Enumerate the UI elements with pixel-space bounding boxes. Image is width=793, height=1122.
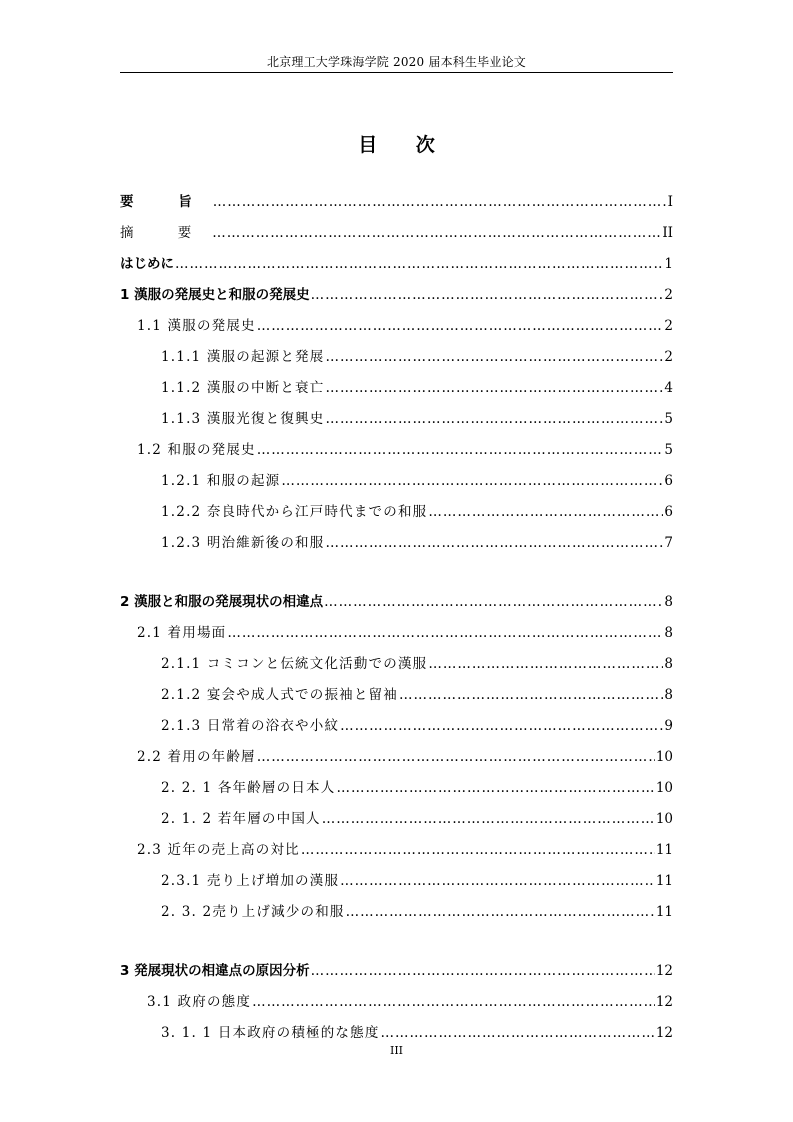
toc-entry-label: 1 漢服の発展史と和服の発展史 bbox=[120, 287, 310, 303]
toc-entry-label: 2.2 着用の年齢層 bbox=[137, 749, 256, 765]
toc-entry-label: 1.2.2 奈良時代から江戸時代までの和服 bbox=[161, 504, 428, 520]
toc-entry-label: 2 漢服と和服の発展現状の相違点 bbox=[120, 594, 324, 610]
toc-entry-page: 11 bbox=[655, 904, 673, 920]
toc-entry-3-1-1[interactable] bbox=[120, 1021, 673, 1045]
toc-entry-label: 3 発展現状の相違点の原因分析 bbox=[120, 963, 310, 979]
toc-entry-page: 2 bbox=[664, 349, 673, 365]
toc-leader-dots bbox=[324, 594, 663, 610]
toc-leader-dots bbox=[175, 256, 663, 272]
toc-leader-dots bbox=[381, 1025, 655, 1041]
toc-leader-dots bbox=[325, 380, 663, 396]
toc-entry-1-2-3[interactable] bbox=[120, 531, 673, 555]
toc-entry-2-3-2[interactable] bbox=[120, 900, 673, 924]
toc-entry-label: 1.2.3 明治維新後の和服 bbox=[161, 535, 325, 551]
toc-entry-label: 1.1 漢服の発展史 bbox=[137, 318, 256, 334]
toc-entry-1-1-3[interactable] bbox=[120, 407, 673, 431]
toc-entry-page: 11 bbox=[655, 873, 673, 889]
toc-entry-3-1[interactable] bbox=[120, 990, 673, 1014]
toc-entry-2-1-3[interactable] bbox=[120, 714, 673, 738]
toc-leader-dots bbox=[257, 442, 664, 458]
toc-leader-dots bbox=[428, 656, 663, 672]
toc-entry-page: 9 bbox=[664, 718, 673, 734]
toc-entry-page: 8 bbox=[664, 625, 673, 641]
toc-entry-2-3-1[interactable] bbox=[120, 869, 673, 893]
toc-entry-page: 6 bbox=[664, 473, 673, 489]
toc-entry-page: 2 bbox=[664, 318, 673, 334]
toc-entry-page: 2 bbox=[664, 287, 673, 303]
toc-entry-label: 1.2 和服の発展史 bbox=[137, 442, 256, 458]
toc-entry-page: 10 bbox=[655, 811, 673, 827]
toc-leader-dots bbox=[281, 473, 663, 489]
toc-entry-2-2-1[interactable] bbox=[120, 776, 673, 800]
toc-entry-page: 10 bbox=[655, 749, 673, 765]
toc-entry-1-2-2[interactable] bbox=[120, 500, 673, 524]
toc-entry-page: 12 bbox=[655, 1025, 673, 1041]
toc-entry-page: 1 bbox=[664, 256, 673, 272]
toc-entry-label: 2.1.2 宴会や成人式での振袖と留袖 bbox=[161, 687, 398, 703]
toc-entry-label: 2. 1. 2 若年層の中国人 bbox=[161, 811, 321, 827]
toc-entry-page: 5 bbox=[664, 442, 673, 458]
toc-entry-1-1-1[interactable] bbox=[120, 345, 673, 369]
toc-leader-dots bbox=[227, 625, 663, 641]
toc-entry-page: 7 bbox=[664, 535, 673, 551]
toc-entry-page: 11 bbox=[655, 842, 673, 858]
toc-entry-label: 3. 1. 1 日本政府の積極的な態度 bbox=[161, 1025, 380, 1041]
toc-leader-dots bbox=[257, 749, 655, 765]
toc-entry-label: 2. 2. 1 各年齢層の日本人 bbox=[161, 780, 336, 796]
toc-entry-1-1-2[interactable] bbox=[120, 376, 673, 400]
toc-entry-yoshi[interactable] bbox=[120, 190, 673, 214]
header-rule bbox=[120, 72, 673, 73]
toc-entry-2-1-1[interactable] bbox=[120, 652, 673, 676]
toc-leader-dots bbox=[213, 194, 667, 210]
toc-entry-label: 2.3 近年の売上高の対比 bbox=[137, 842, 300, 858]
toc-leader-dots bbox=[325, 535, 663, 551]
toc-entry-2-1-2[interactable] bbox=[120, 683, 673, 707]
toc-leader-dots bbox=[325, 349, 663, 365]
toc-entry-label: 2.1.1 コミコンと伝統文化活動での漢服 bbox=[161, 656, 428, 672]
toc-entry-2-2-2[interactable] bbox=[120, 807, 673, 831]
toc-leader-dots bbox=[322, 811, 655, 827]
toc-entry-label: はじめに bbox=[120, 256, 174, 272]
toc-entry-label: 2.1.3 日常着の浴衣や小紋 bbox=[161, 718, 340, 734]
toc-entry-page: 8 bbox=[664, 687, 673, 703]
toc-entry-page: 8 bbox=[664, 656, 673, 672]
toc-entry-introduction[interactable] bbox=[120, 252, 673, 276]
toc-entry-page: 6 bbox=[664, 504, 673, 520]
toc-entry-label: 1.2.1 和服の起源 bbox=[161, 473, 281, 489]
toc-entry-1-1[interactable] bbox=[120, 314, 673, 338]
toc-entry-chapter-1[interactable] bbox=[120, 283, 673, 307]
toc-entry-page: 10 bbox=[655, 780, 673, 796]
toc-leader-dots bbox=[399, 687, 663, 703]
toc-entry-1-2-1[interactable] bbox=[120, 469, 673, 493]
toc-leader-dots bbox=[311, 287, 664, 303]
toc-entry-label: 2.3.1 売り上げ増加の漢服 bbox=[161, 873, 340, 889]
toc-leader-dots bbox=[346, 904, 655, 920]
toc-entry-label: 3.1 政府の態度 bbox=[147, 994, 252, 1010]
toc-entry-page: 5 bbox=[664, 411, 673, 427]
toc-leader-dots bbox=[340, 873, 655, 889]
toc-leader-dots bbox=[325, 411, 663, 427]
toc-entry-page: I bbox=[667, 194, 673, 210]
toc-entry-page: 12 bbox=[655, 963, 673, 979]
toc-entry-page: 4 bbox=[664, 380, 673, 396]
toc-leader-dots bbox=[252, 994, 655, 1010]
toc-leader-dots bbox=[340, 718, 663, 734]
toc-entry-2-1[interactable] bbox=[120, 621, 673, 645]
page-number: III bbox=[389, 1044, 404, 1057]
toc-entry-label: 1.1.2 漢服の中断と衰亡 bbox=[161, 380, 325, 396]
toc-entry-label: 1.1.1 漢服の起源と発展 bbox=[161, 349, 325, 365]
toc-entry-page: 8 bbox=[664, 594, 673, 610]
toc-title: 目 次 bbox=[358, 134, 451, 156]
toc-entry-page: II bbox=[662, 225, 673, 241]
toc-entry-2-2[interactable] bbox=[120, 745, 673, 769]
toc-entry-page: 12 bbox=[655, 994, 673, 1010]
toc-entry-label: 1.1.3 漢服光復と復興史 bbox=[161, 411, 325, 427]
toc-entry-label: 2. 3. 2売り上げ減少の和服 bbox=[161, 904, 345, 920]
page-header: 北京理工大学珠海学院 2020 届本科生毕业论文 bbox=[267, 55, 526, 69]
toc-entry-chapter-3[interactable] bbox=[120, 959, 673, 983]
toc-entry-zhaiyao[interactable] bbox=[120, 221, 673, 245]
toc-entry-label: 要 旨 bbox=[120, 194, 212, 210]
toc-entry-label: 摘 要 bbox=[120, 225, 212, 241]
toc-leader-dots bbox=[311, 963, 655, 979]
toc-entry-chapter-2[interactable] bbox=[120, 590, 673, 614]
toc-leader-dots bbox=[428, 504, 663, 520]
toc-entry-label: 2.1 着用場面 bbox=[137, 625, 227, 641]
toc-leader-dots bbox=[257, 318, 664, 334]
toc-leader-dots bbox=[212, 225, 661, 241]
toc-entry-2-3[interactable] bbox=[120, 838, 673, 862]
toc-entry-1-2[interactable] bbox=[120, 438, 673, 462]
toc-leader-dots bbox=[301, 842, 655, 858]
toc-leader-dots bbox=[336, 780, 654, 796]
